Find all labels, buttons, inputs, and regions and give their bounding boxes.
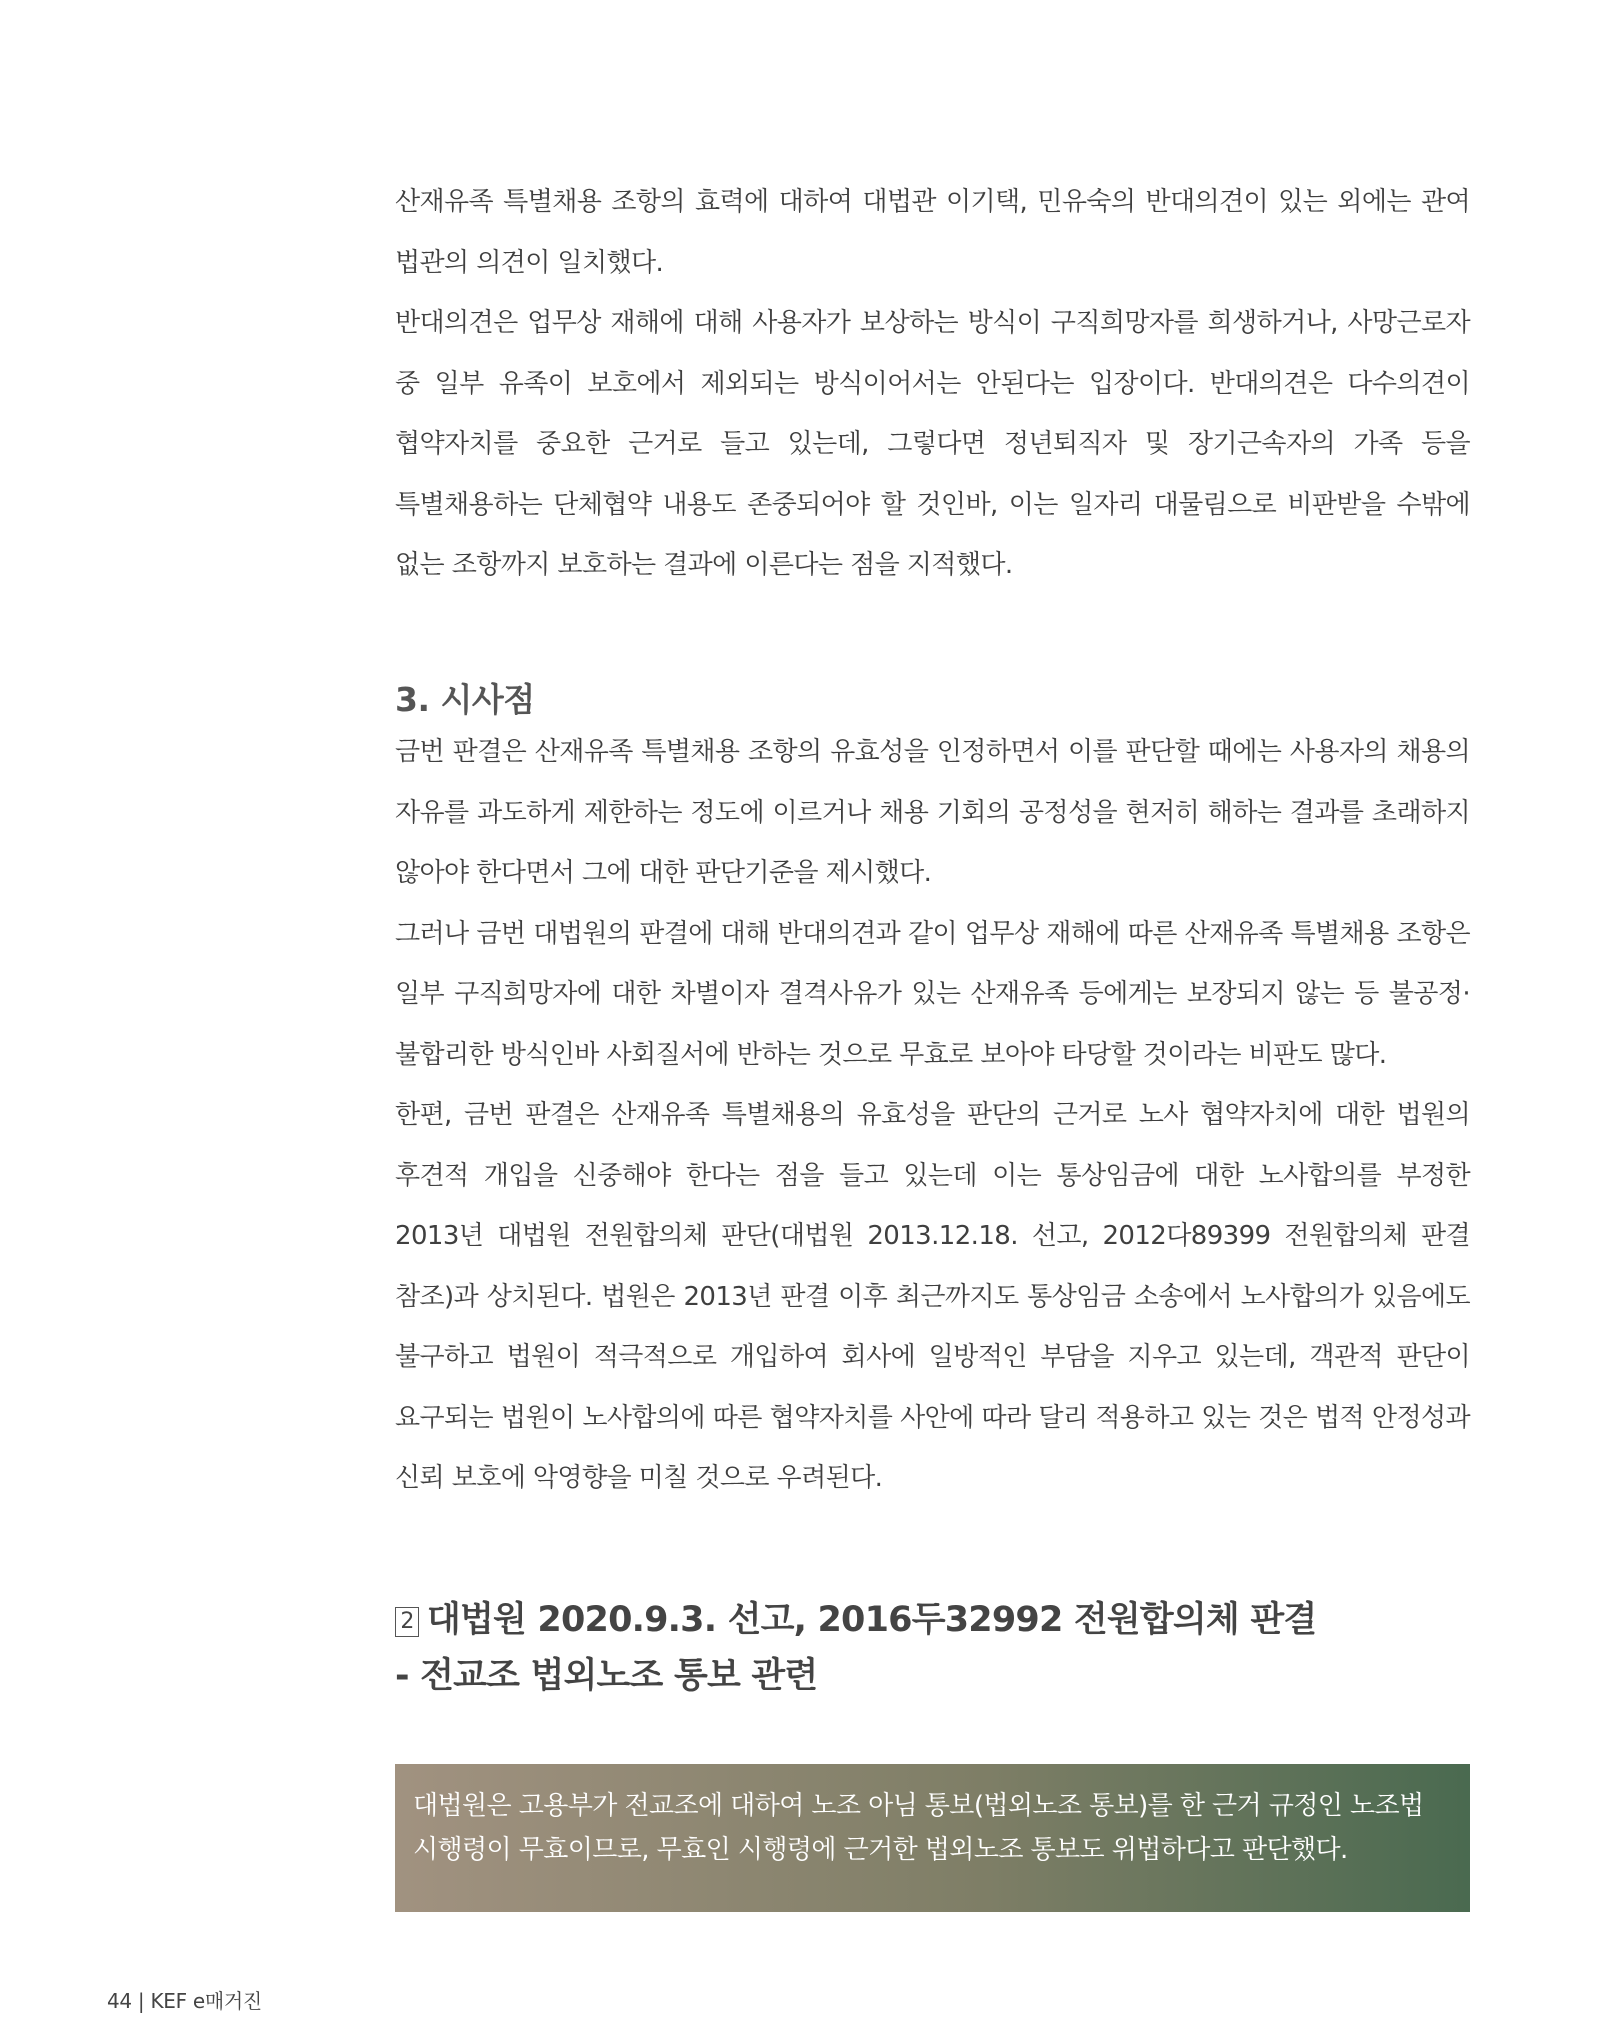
case-number-box: 2 — [395, 1607, 419, 1637]
paragraph: 반대의견은 업무상 재해에 대해 사용자가 보상하는 방식이 구직희망자를 희생하거나, 사망근로자 중 일부 유족이 보호에서 제외되는 방식이어서는 안된다는 입장이다. 반대의견은 다수의견이 협약자치를 중요한 근거로 들고 있는데, 그렇다면 정년퇴직자 및 장기근속자의 가족 등을 특별채용하는 단체협약 내용도 존중되어야 할 것인바, 이는 일자리 대물림으로 비판받을 수밖에 없는 조항까지 보호하는 결과에 이른다는 점을 지적했다. — [395, 308, 1470, 580]
case-title-line — [395, 1592, 1316, 1648]
case-title: 대법원 2020.9.3. 선고, 2016두32992 전원합의체 판결 — [427, 1600, 1317, 1640]
section-heading-implications: 3. 시사점 — [395, 680, 535, 719]
paragraph: 산재유족 특별채용 조항의 효력에 대하여 대법관 이기택, 민유숙의 반대의견이 있는 외에는 관여 법관의 의견이 일치했다. — [395, 187, 1470, 278]
paragraph: 한편, 금번 판결은 산재유족 특별채용의 유효성을 판단의 근거로 노사 협약자치에 대한 법원의 후견적 개입을 신중해야 한다는 점을 들고 있는데 이는 통상임금에 대한 노사합의를 부정한 2013년 대법원 전원합의체 판단(대법원 2013.12.18. 선고, 2012다89399 전원합의체 판결 참조)과 상치된다. 법원은 2013년 판결 이후 최근까지도 통상임금 소송에서 노사합의가 있음에도 불구하고 법원이 적극적으로 개입하여 회사에 일방적인 부담을 지우고 있는데, 객관적 판단이 요구되는 법원이 노사합의에 따른 협약자치를 사안에 따라 달리 적용하고 있는 것은 법적 안정성과 신뢰 보호에 악영향을 미칠 것으로 우려된다. — [395, 1100, 1470, 1493]
case-subtitle: - 전교조 법외노조 통보 관련 — [395, 1656, 818, 1696]
publication-name: KEF e매거진 — [150, 1989, 262, 2013]
case-summary-box — [395, 1764, 1470, 1912]
case-heading — [395, 1592, 1316, 1704]
intro-paragraphs — [395, 172, 1470, 596]
paragraph: 그러나 금번 대법원의 판결에 대해 반대의견과 같이 업무상 재해에 따른 산재유족 특별채용 조항은 일부 구직희망자에 대한 차별이자 결격사유가 있는 산재유족 등에게는 보장되지 않는 등 불공정·불합리한 방식인바 사회질서에 반하는 것으로 무효로 보아야 타당할 것이라는 비판도 많다. — [395, 918, 1470, 1070]
page-footer — [107, 1985, 262, 2014]
footer-separator: | — [137, 1989, 145, 2013]
paragraph: 금번 판결은 산재유족 특별채용 조항의 유효성을 인정하면서 이를 판단할 때에는 사용자의 채용의 자유를 과도하게 제한하는 정도에 이르거나 채용 기회의 공정성을 현저히 해하는 결과를 초래하지 않아야 한다면서 그에 대한 판단기준을 제시했다. — [395, 737, 1470, 888]
case-summary-text: 대법원은 고용부가 전교조에 대하여 노조 아님 통보(법외노조 통보)를 한 근거 규정인 노조법 시행령이 무효이므로, 무효인 시행령에 근거한 법외노조 통보도 위법하다고 판단했다. — [413, 1791, 1424, 1865]
implications-paragraphs — [395, 722, 1470, 1509]
page-number: 44 — [107, 1989, 132, 2013]
